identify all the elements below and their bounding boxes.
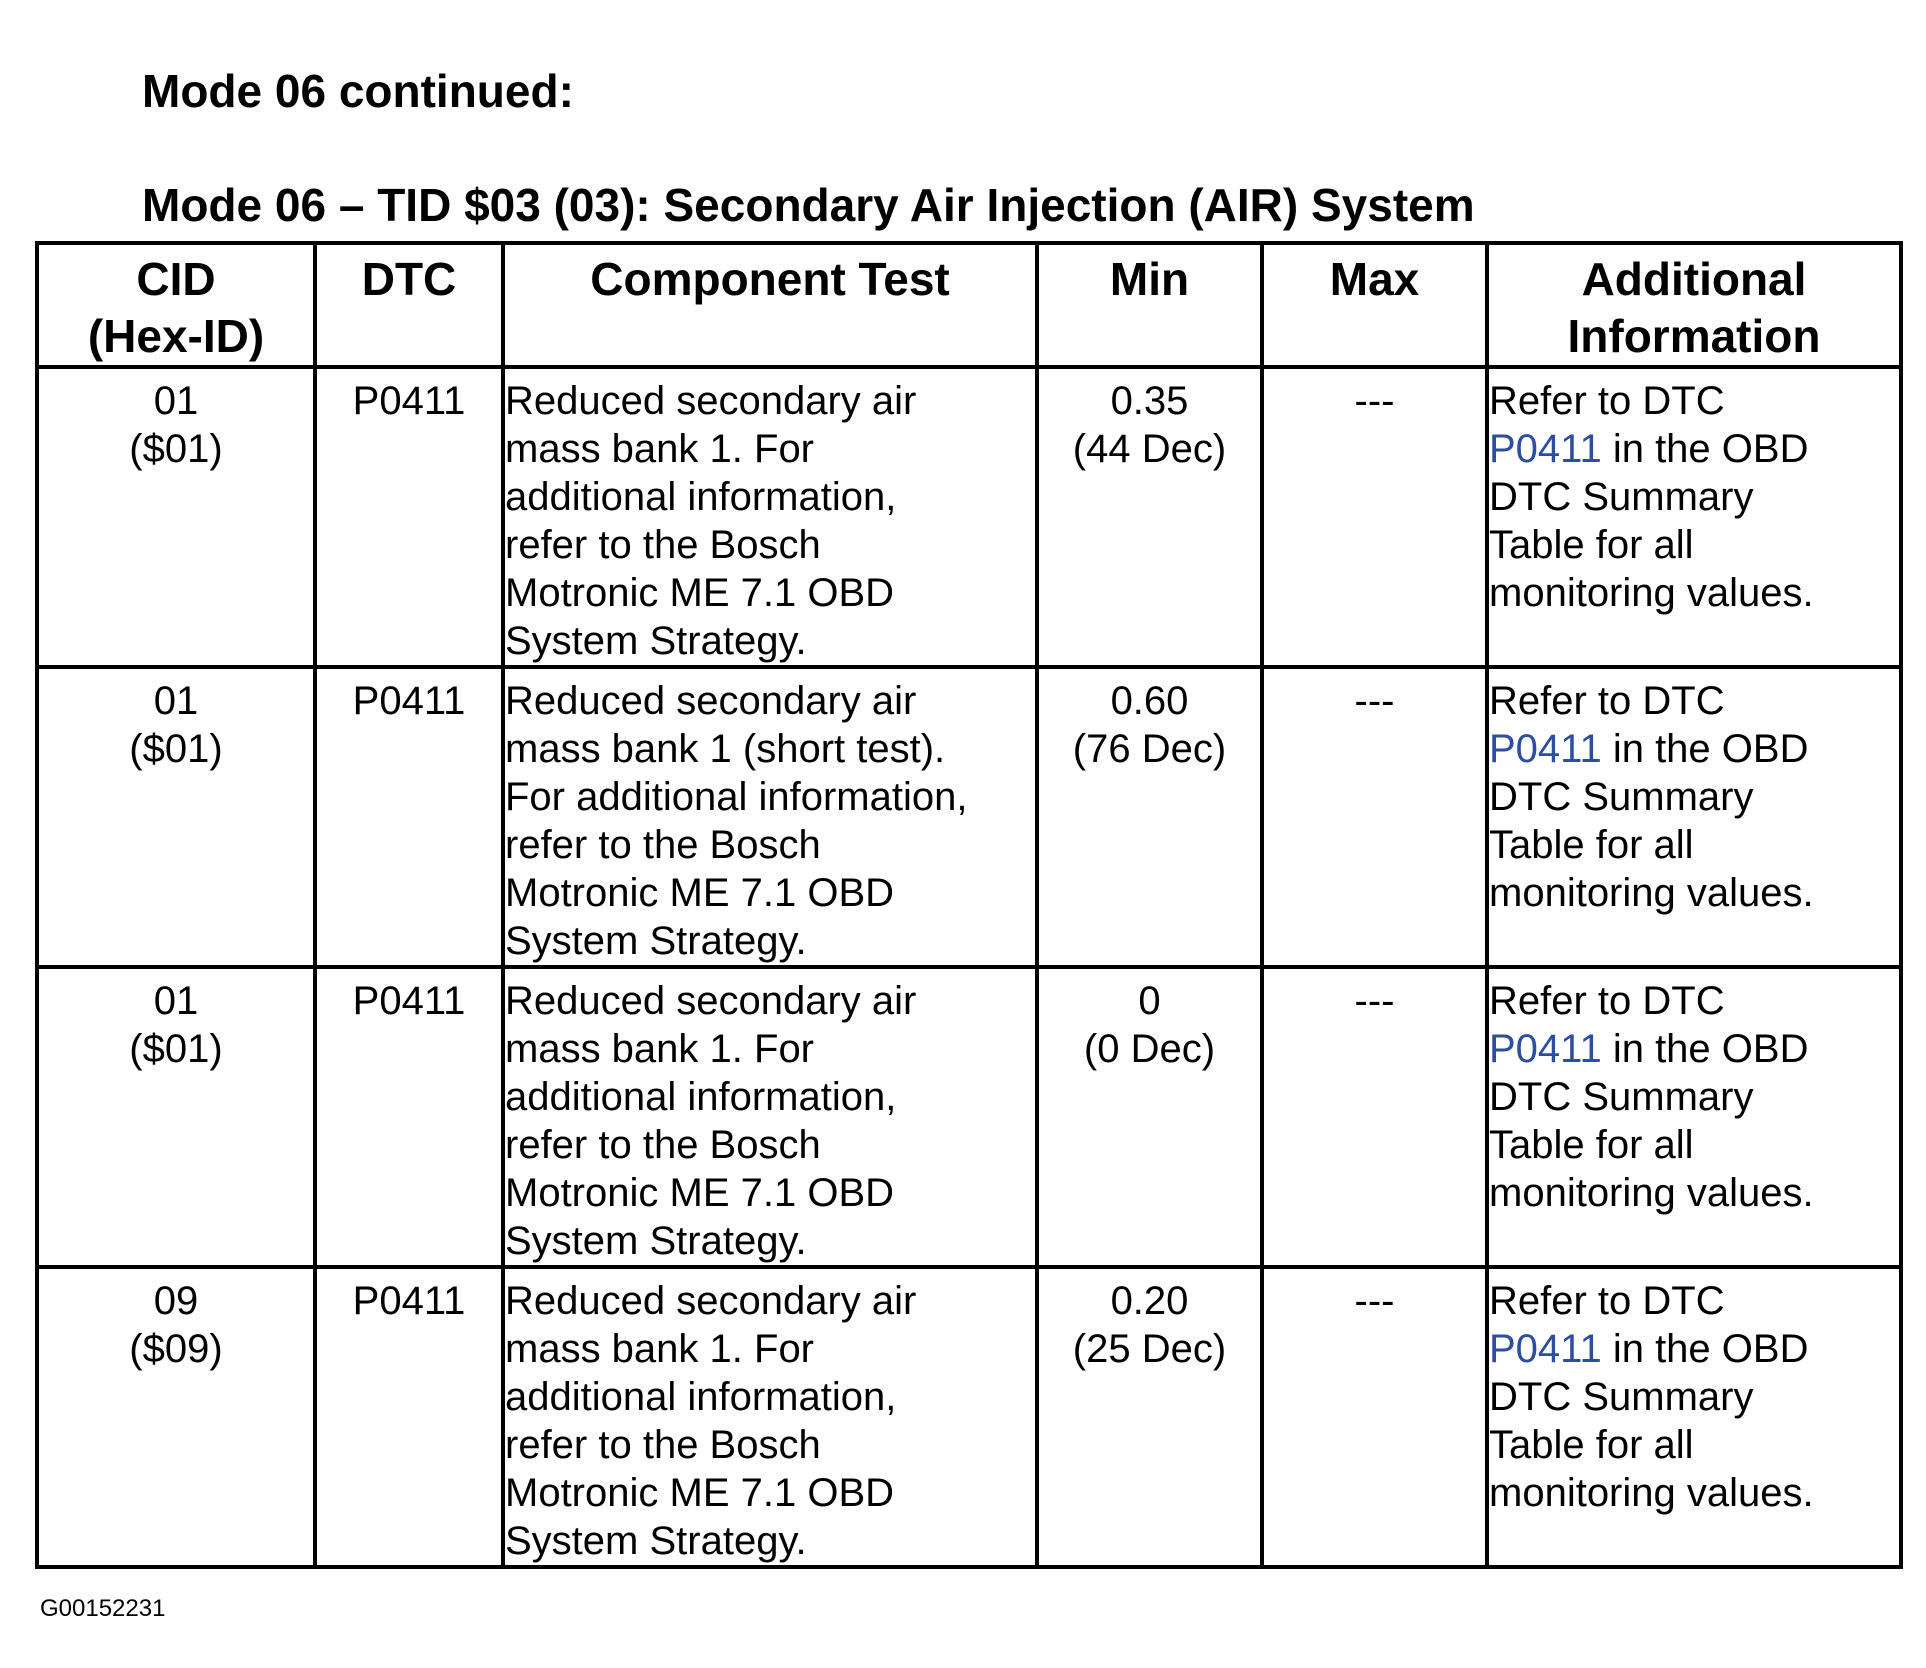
info-line: DTC Summary xyxy=(1489,1075,1754,1119)
header-component-test-label: Component Test xyxy=(590,253,950,305)
info-line: Table for all xyxy=(1489,1123,1694,1167)
max-cell xyxy=(1262,967,1487,1267)
min-value: 0.35 xyxy=(1110,379,1189,423)
header-info-line1: Additional xyxy=(1581,253,1807,305)
header-dtc-label: DTC xyxy=(361,253,457,305)
info-line: Table for all xyxy=(1489,523,1694,567)
info-line: Refer to DTC xyxy=(1489,979,1725,1023)
component-test-cell xyxy=(503,967,1037,1267)
info-line: monitoring values. xyxy=(1489,571,1814,615)
component-test-line: refer to the Bosch xyxy=(505,1423,821,1467)
info-line: Refer to DTC xyxy=(1489,1279,1725,1323)
component-test-line: Motronic ME 7.1 OBD xyxy=(505,1471,895,1515)
table-title: Mode 06 – TID $03 (03): Secondary Air Injection (AIR) System xyxy=(142,179,1475,231)
info-line: DTC Summary xyxy=(1489,775,1754,819)
info-line: Table for all xyxy=(1489,1423,1694,1467)
component-test-line: mass bank 1. For xyxy=(505,427,815,471)
cid-cell xyxy=(37,1267,315,1567)
component-test-line: mass bank 1. For xyxy=(505,1027,815,1071)
info-line-rest: in the OBD xyxy=(1601,1327,1809,1371)
info-line-rest: in the OBD xyxy=(1601,727,1809,771)
info-line: Refer to DTC xyxy=(1489,379,1725,423)
component-test-line: System Strategy. xyxy=(505,1519,807,1563)
component-test-line: System Strategy. xyxy=(505,919,807,963)
header-cid xyxy=(37,243,315,367)
cid-value: 01 xyxy=(153,379,199,423)
cid-value: 09 xyxy=(153,1279,199,1323)
table-row xyxy=(37,1267,1901,1567)
component-test-line: Reduced secondary air xyxy=(505,979,917,1023)
info-line: monitoring values. xyxy=(1489,1471,1814,1515)
min-dec: (0 Dec) xyxy=(1083,1027,1216,1071)
cid-hex: ($01) xyxy=(129,427,223,471)
header-info-line2: Information xyxy=(1567,310,1821,362)
component-test-line: Reduced secondary air xyxy=(505,379,917,423)
additional-info-cell xyxy=(1487,967,1901,1267)
dtc-cell xyxy=(315,367,503,667)
component-test-line: refer to the Bosch xyxy=(505,523,821,567)
info-line: Refer to DTC xyxy=(1489,679,1725,723)
min-dec: (25 Dec) xyxy=(1072,1327,1227,1371)
dtc-link[interactable]: P0411 xyxy=(1489,1327,1602,1371)
info-line-rest: in the OBD xyxy=(1601,1027,1809,1071)
header-min-label: Min xyxy=(1109,253,1190,305)
header-max xyxy=(1262,243,1487,367)
dtc-code: P0411 xyxy=(352,1279,466,1323)
min-cell xyxy=(1037,667,1262,967)
max-value: --- xyxy=(1354,1279,1395,1323)
additional-info-cell xyxy=(1487,367,1901,667)
max-cell xyxy=(1262,667,1487,967)
figure-id: G00152231 xyxy=(40,1595,166,1622)
header-additional-information xyxy=(1487,243,1901,367)
cid-hex: ($09) xyxy=(129,1327,223,1371)
info-line-with-link xyxy=(1489,1325,1899,1373)
min-cell xyxy=(1037,967,1262,1267)
min-value: 0.20 xyxy=(1110,1279,1189,1323)
component-test-line: mass bank 1 (short test). xyxy=(505,727,946,771)
cid-cell xyxy=(37,967,315,1267)
component-test-line: refer to the Bosch xyxy=(505,823,821,867)
component-test-line: Reduced secondary air xyxy=(505,1279,917,1323)
header-cid-line2: (Hex-ID) xyxy=(87,310,265,362)
min-value: 0 xyxy=(1138,979,1161,1023)
info-line: DTC Summary xyxy=(1489,475,1754,519)
component-test-line: Motronic ME 7.1 OBD xyxy=(505,571,895,615)
additional-info-cell xyxy=(1487,1267,1901,1567)
info-line-with-link xyxy=(1489,1025,1899,1073)
component-test-line: mass bank 1. For xyxy=(505,1327,815,1371)
max-cell xyxy=(1262,1267,1487,1567)
table-row xyxy=(37,967,1901,1267)
max-value: --- xyxy=(1354,379,1395,423)
min-value: 0.60 xyxy=(1110,679,1189,723)
header-dtc xyxy=(315,243,503,367)
component-test-line: additional information, xyxy=(505,1375,897,1419)
component-test-line: additional information, xyxy=(505,475,897,519)
mode06-table xyxy=(35,241,1903,1569)
header-min xyxy=(1037,243,1262,367)
info-line-rest: in the OBD xyxy=(1601,427,1809,471)
cid-hex: ($01) xyxy=(129,727,223,771)
max-value: --- xyxy=(1354,679,1395,723)
dtc-link[interactable]: P0411 xyxy=(1489,727,1602,771)
dtc-link[interactable]: P0411 xyxy=(1489,427,1602,471)
dtc-code: P0411 xyxy=(352,679,466,723)
cid-hex: ($01) xyxy=(129,1027,223,1071)
dtc-code: P0411 xyxy=(352,379,466,423)
info-line: monitoring values. xyxy=(1489,1171,1814,1215)
component-test-cell xyxy=(503,667,1037,967)
component-test-line: Motronic ME 7.1 OBD xyxy=(505,1171,895,1215)
info-line: monitoring values. xyxy=(1489,871,1814,915)
component-test-line: System Strategy. xyxy=(505,1219,807,1263)
dtc-link[interactable]: P0411 xyxy=(1489,1027,1602,1071)
info-line: DTC Summary xyxy=(1489,1375,1754,1419)
component-test-line: refer to the Bosch xyxy=(505,1123,821,1167)
header-cid-line1: CID xyxy=(136,253,216,305)
table-row xyxy=(37,667,1901,967)
info-line-with-link xyxy=(1489,725,1899,773)
cid-cell xyxy=(37,367,315,667)
min-cell xyxy=(1037,1267,1262,1567)
dtc-cell xyxy=(315,667,503,967)
component-test-cell xyxy=(503,367,1037,667)
table-row xyxy=(37,367,1901,667)
header-max-label: Max xyxy=(1329,253,1420,305)
component-test-line: System Strategy. xyxy=(505,619,807,663)
dtc-cell xyxy=(315,967,503,1267)
cid-value: 01 xyxy=(153,979,199,1023)
table-header-row xyxy=(37,243,1901,367)
min-dec: (44 Dec) xyxy=(1072,427,1227,471)
section-heading: Mode 06 continued: xyxy=(142,65,574,117)
cid-value: 01 xyxy=(153,679,199,723)
min-dec: (76 Dec) xyxy=(1072,727,1227,771)
info-line: Table for all xyxy=(1489,823,1694,867)
dtc-cell xyxy=(315,1267,503,1567)
dtc-code: P0411 xyxy=(352,979,466,1023)
additional-info-cell xyxy=(1487,667,1901,967)
max-cell xyxy=(1262,367,1487,667)
min-cell xyxy=(1037,367,1262,667)
cid-cell xyxy=(37,667,315,967)
component-test-line: Reduced secondary air xyxy=(505,679,917,723)
component-test-line: Motronic ME 7.1 OBD xyxy=(505,871,895,915)
component-test-line: additional information, xyxy=(505,1075,897,1119)
component-test-cell xyxy=(503,1267,1037,1567)
max-value: --- xyxy=(1354,979,1395,1023)
info-line-with-link xyxy=(1489,425,1899,473)
header-component-test xyxy=(503,243,1037,367)
component-test-line: For additional information, xyxy=(505,775,968,819)
